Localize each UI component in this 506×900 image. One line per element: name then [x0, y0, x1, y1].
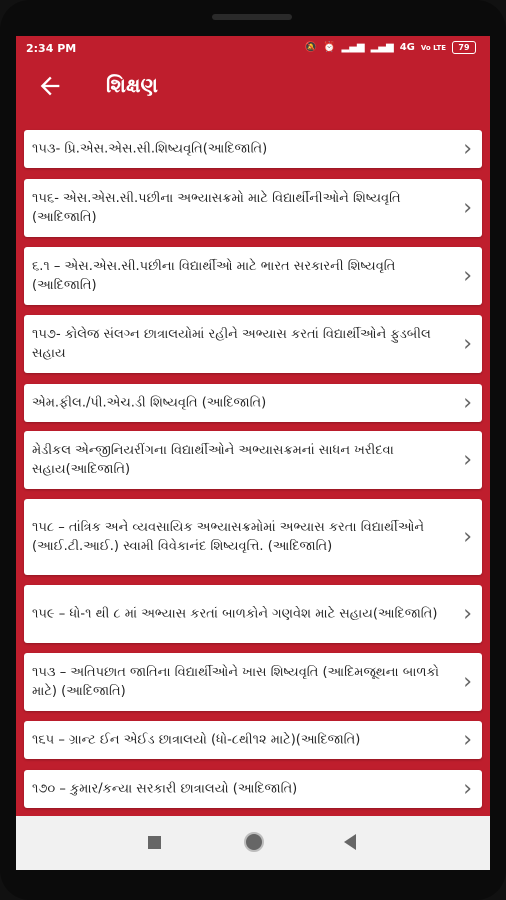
chevron-right-icon: ›: [463, 136, 472, 162]
chevron-right-icon: ›: [463, 524, 472, 550]
mute-icon: 🔕: [304, 42, 318, 53]
list-item-label: ૧૫૬- એસ.એસ.સી.પછીના અભ્યાસક્રમો માટે વિદ્યાર્થીનીઓને શિષ્યવૃતિ (આદિજાતિ): [32, 191, 401, 225]
list-item-label: ૧૫૯ – ધો-૧ થી ૮ માં અભ્યાસ કરતાં બાળકોને ગણવેશ માટે સહાય(આદિજાતિ): [32, 606, 438, 622]
list-item-label: ૧૫૩- પ્રિ.એસ.એસ.સી.શિષ્યવૃતિ(આદિજાતિ): [32, 141, 268, 157]
signal-icon-2: ▂▄▆: [370, 42, 394, 53]
chevron-right-icon: ›: [463, 776, 472, 802]
chevron-right-icon: ›: [463, 263, 472, 289]
chevron-right-icon: ›: [463, 727, 472, 753]
chevron-right-icon: ›: [463, 331, 472, 357]
back-triangle-icon[interactable]: [344, 834, 356, 850]
page-title: શિક્ષણ: [106, 73, 158, 97]
chevron-right-icon: ›: [463, 669, 472, 695]
alarm-icon: ⏰: [323, 42, 336, 53]
list-item-label: મેડીકલ એન્જીનિયરીંગના વિદ્યાર્થીઓને અભ્યાસક્રમનાં સાધન ખરીદવા સહાય(આદિજાતિ): [32, 443, 394, 477]
screen: [16, 36, 490, 870]
list-item-label: ૧૫૩ – અતિપછાત જાતિના વિદ્યાર્થીઓને ખાસ શિષ્યવૃતિ (આદિમજૂથના બાળકો માટે) (આદિજાતિ): [32, 665, 439, 699]
recent-apps-icon[interactable]: [148, 836, 161, 849]
volte-label: Vo LTE: [420, 43, 446, 52]
arrow-left-icon[interactable]: [36, 72, 66, 102]
list-item[interactable]: [24, 384, 482, 422]
battery-icon: [452, 41, 476, 54]
list-item[interactable]: [24, 130, 482, 168]
battery-level: 79: [458, 43, 470, 52]
list-item[interactable]: [24, 770, 482, 808]
list-item[interactable]: [24, 247, 482, 305]
scheme-list[interactable]: [16, 122, 490, 812]
chevron-right-icon: ›: [463, 447, 472, 473]
status-time: 2:34 PM: [26, 42, 77, 55]
signal-icon: ▂▄▆: [341, 42, 365, 53]
system-navbar: [16, 816, 490, 870]
list-item[interactable]: [24, 721, 482, 759]
chevron-right-icon: ›: [463, 390, 472, 416]
list-item-label: ૧૭૦ – કુમાર/કન્યા સરકારી છાત્રાલયો (આદિજાતિ): [32, 781, 298, 797]
list-item[interactable]: [24, 431, 482, 489]
list-item-label: ૧૫૭- કોલેજ સંલગ્ન છાત્રાલયોમાં રહીને અભ્યાસ કરતાં વિદ્યાર્થીઓને ફુડબીલ સહાય: [32, 327, 431, 361]
list-item-label: એમ.ફીલ./પી.એચ.ડી શિષ્યવૃતિ (આદિજાતિ): [32, 395, 267, 411]
app-bar: [16, 60, 490, 116]
status-bar: [16, 36, 490, 60]
arrow-left-icon-svg: [36, 72, 64, 100]
home-icon[interactable]: [244, 832, 264, 852]
chevron-right-icon: ›: [463, 195, 472, 221]
chevron-right-icon: ›: [463, 601, 472, 627]
status-icons: [305, 41, 476, 54]
list-item[interactable]: [24, 315, 482, 373]
speaker-grille: [212, 14, 292, 20]
list-item[interactable]: [24, 179, 482, 237]
list-item[interactable]: [24, 653, 482, 711]
network-type: 4G: [399, 42, 415, 53]
list-item[interactable]: [24, 585, 482, 643]
list-item-label: ૧૬૫ – ગ્રાન્ટ ઈન એઈડ છાત્રાલયો (ધો-૮થી૧૨ માટે)(આદિજાતિ): [32, 732, 361, 748]
list-item-label: ૬.૧ – એસ.એસ.સી.પછીના વિદ્યાર્થીઓ માટે ભારત સરકારની શિષ્યવૃતિ (આદિજાતિ): [32, 259, 396, 293]
list-item[interactable]: [24, 499, 482, 575]
list-item-label: ૧૫૮ – તાંત્રિક અને વ્યવસાયિક અભ્યાસક્રમોમાં અભ્યાસ કરતા વિદ્યાર્થીઓને (આઈ.ટી.આઈ.) સ્વામી વિવેકાનંદ શિષ્યવૃત્તિ. (આદિજાતિ): [32, 520, 425, 554]
